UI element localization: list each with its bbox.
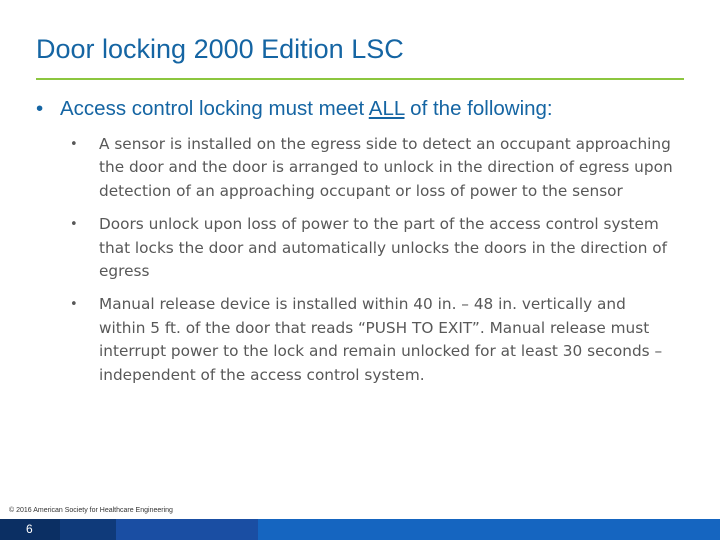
sub-bullet-item: [70, 293, 676, 387]
sub-bullet-text: Manual release device is installed within 40 in. – 48 in. vertically and within 5 ft. of the door that reads “PUSH TO EXIT”. Manual release must interrupt power to the lock and remain unlocked for at least 30 seconds – independent of the access control system.: [99, 295, 663, 384]
copyright-notice: © 2016 American Society for Healthcare Engineering: [9, 507, 173, 514]
main-bullet-text-before: Access control locking must meet: [60, 97, 369, 120]
bullet-marker: •: [70, 297, 78, 313]
sub-bullet-item: [70, 133, 676, 203]
footer-segment: [116, 519, 258, 540]
bullet-marker: •: [36, 97, 44, 120]
footer-segment-page: [0, 519, 60, 540]
footer-bar: [0, 519, 720, 540]
footer-segment: [258, 519, 720, 540]
sub-bullet-text: A sensor is installed on the egress side to detect an occupant approaching the door and the door is arranged to unlock in the direction of egress upon detection of an approaching occupant or loss of power to the sensor: [99, 135, 673, 200]
page-number: 6: [26, 522, 33, 536]
sub-bullet-item: [70, 213, 676, 283]
bullet-marker: •: [70, 137, 78, 152]
footer-segment: [60, 519, 116, 540]
bullet-marker: •: [70, 217, 78, 233]
title-divider: [36, 78, 684, 80]
sub-bullet-text: Doors unlock upon loss of power to the part of the access control system that locks the door and automatically unlocks the doors in the direction of egress: [99, 215, 668, 281]
slide-title: Door locking 2000 Edition LSC: [36, 34, 404, 64]
sub-bullet-list: [70, 133, 676, 397]
main-bullet-text-after: of the following:: [404, 97, 553, 120]
main-bullet-emphasis: ALL: [368, 97, 405, 120]
main-bullet: [36, 97, 696, 121]
